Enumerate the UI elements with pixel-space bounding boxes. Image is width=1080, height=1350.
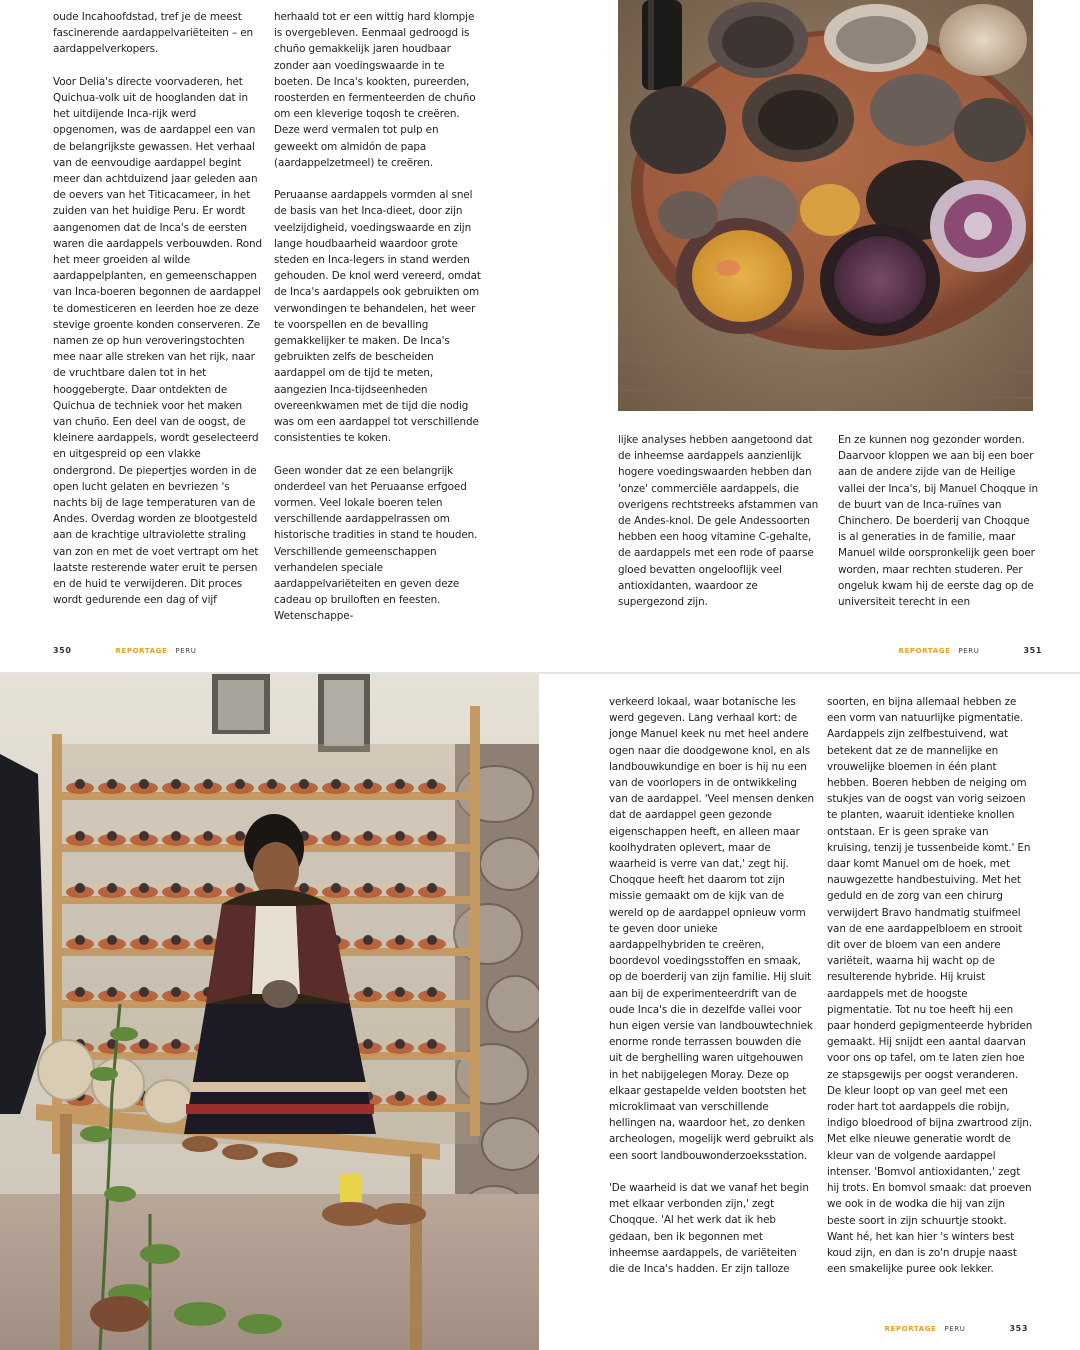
paragraph: Peruaanse aardappels vormden al snel de basis van het Inca-dieet, door zijn veelzijdigheid, voedingswaarde en zijn lange houdbaarheid waardoor grote steden en Inca-legers in stand werden gehouden. De knol werd vereerd, omdat de Inca's aardappels ook gebruikten om verwondingen te behandelen, het weer te voorspellen en de bevalling gemakkelijker te maken. De Inca's gebruikten zelfs de bescheiden aardappel om de tijd te meten, aangezien Inca-tijdseenheden overeenkwamen met de tijd die nodig was om een aardappel tot verschillende consistenties te koken. — [274, 189, 481, 445]
country-label: PERU — [958, 646, 980, 655]
body-column-353-2 — [827, 694, 1033, 1277]
paragraph: soorten, en bijna allemaal hebben ze een vorm van natuurlijke pigmentatie. Aardappels zijn zelfbestuivend, wat betekent dat ze de mannelijke en vrouwelijke bloemen in één plant hebben. Boeren hebben de neiging om stukjes van de oogst van vorig seizoen te planten, waaruit identieke knollen ontstaan. Er is geen sprake van kruising, tenzij je tussenbeide komt.' En daar komt Manuel om de hoek, met nauwgezette handbestuiving. Met het geduld en de zorg van een chirurg verwijdert Bravo handmatig stuifmeel van de ene aardappelbloem en strooit dit over de bloem van een andere variëteit, waarna hij wacht op de resulterende hybride. Hij kruist aardappels met de hoogste pigmentatie. Tot nu toe heeft hij een paar honderd gepigmenteerde hybriden gemaakt. Hij snijdt een aantal daarvan voor ons op tafel, om te laten zien hoe ze stapsgewijs per oogst veranderen. De kleur loopt op van geel met een roder hart tot aardappels die robijn, indigo bloedrood of bijna zwartrood zijn. Met elke nieuwe generatie wordt de kleur van de volgende aardappel intenser. 'Bomvol antioxidanten,' zegt hij trots. En bomvol smaak: dat proeven we ook in de wodka die hij van zijn beste soort in zijn schuurtje stookt. Want hé, het kan hier 's winters best koud zijn, en dan is zo'n drupje naast een smakelijke puree ook lekker. — [827, 696, 1033, 1276]
page-number: 353 — [1009, 1324, 1028, 1333]
paragraph: Voor Delia's directe voorvaderen, het Quichua-volk uit de hooglanden dat in het uitdijende Inca-rijk werd opgenomen, was de aardappel een van de belangrijkste gewassen. Het verhaal van de eenvoudige aardappel begint meer dan achtduizend jaar geleden aan de oevers van het Titicacameer, in het zuiden van het huidige Peru. Er wordt aangenomen dat de Inca's de eersten waren die aardappels verbouwden. Rond het meer groeiden al wilde aardappelplanten, en gemeenschappen van Inca-boeren begonnen de aardappel te domesticeren en leerden hoe ze deze stevige groente konden conserveren. Ze namen ze op hun veroveringstochten mee naar alle streken van het rijk, naar de vruchtbare dalen tot in het hooggebergte. Daar ontdekten de Quichua de techniek voor het maken van chuño. Een deel van de oogst, de kleinere aardappels, wordt geselecteerd en uitgespreid op een vlakke ondergrond. De piepertjes worden in de open lucht gelaten en bevriezen 's nachts bij de lage temperaturen van de Andes. Overdag worden ze blootgesteld aan de krachtige ultraviolette straling van zon en met de voet vertrapt om het laatste resterende water eruit te persen en de huid te verwijderen. Dit proces wordt gedurende een dag of vijf — [53, 75, 262, 607]
body-column-353-1 — [609, 694, 815, 1277]
page-number: 351 — [1023, 646, 1042, 655]
country-label: PERU — [944, 1324, 966, 1333]
body-column-350-2 — [274, 9, 484, 625]
paragraph: lijke analyses hebben aangetoond dat de inheemse aardappels aanzienlijk hogere voedingswaarden hebben dan 'onze' commerciële aardappels, die overigens rechtstreeks afstammen van de Andes-knol. De gele Andessoorten hebben een hoog vitamine C-gehalte, de aardappels met een rode of paarse gloed bevatten ongelooflijk veel antioxidanten, waardoor ze supergezond zijn. — [618, 434, 819, 609]
page-number: 350 — [53, 646, 72, 655]
section-label: REPORTAGE — [898, 646, 951, 655]
folio-350 — [53, 646, 196, 655]
section-label: REPORTAGE — [115, 646, 168, 655]
potato-plate-illustration — [618, 0, 1033, 411]
paragraph: verkeerd lokaal, waar botanische les werd gegeven. Lang verhaal kort: de jonge Manuel keek nu met heel andere ogen naar die doodgewone knol, en als landbouwkundige en boer is hij nu een van de voorlopers in de ontwikkeling van de aardappel. 'Veel mensen denken dat de aardappel geen gezonde eigenschappen heeft, en alleen maar koolhydraten oplevert, maar de waarheid is verre van dat,' zegt hij. Choqque heeft het daarom tot zijn missie gemaakt om de kijk van de wereld op de aardappel opnieuw vorm te geven door unieke aardappelhybriden te creëren, boordevol voedingsstoffen en smaak, op de boerderij van zijn familie. Hij sluit aan bij de experimenteerdrift van de oude Inca's die in dezelfde vallei voor hun eigen versie van landbouwtechniek enorme ronde terrassen bouwden die uit de berghelling waren uitgehouwen in het nabijgelegen Moray. Deze op elkaar gestapelde velden bootsten het microklimaat van verschillende hellingen na, waardoor het, zo denken archeologen, mogelijk werd gebruikt als een soort landbouwonderzoeksstation. — [609, 696, 814, 1162]
spread-352-353 — [0, 674, 1080, 1350]
paragraph: oude Incahoofdstad, tref je de meest fascinerende aardappelvariëteiten – en aardappelverkopers. — [53, 11, 254, 56]
paragraph: En ze kunnen nog gezonder worden. Daarvoor kloppen we aan bij een boer aan de andere zijde van de Heilige vallei der Inca's, bij Manuel Choqque in de buurt van de Inca-ruïnes van Chinchero. De boerderij van Choqque is al generaties in de familie, maar Manuel wilde oorspronkelijk geen boer worden, maar rechten studeren. Per ongeluk kwam hij de eerste dag op de universiteit terecht in een — [838, 434, 1038, 609]
potato-shelves-photo — [0, 674, 539, 1350]
paragraph: 'De waarheid is dat we vanaf het begin met elkaar verbonden zijn,' zegt Choqque. 'Al het werk dat ik heb gedaan, ben ik begonnen met inheemse aardappels, de variëteiten die de Inca's hadden. Er zijn talloze — [609, 1182, 809, 1276]
spread-350-351 — [0, 0, 1080, 672]
potato-plate-photo — [618, 0, 1033, 411]
country-label: PERU — [175, 646, 197, 655]
paragraph: herhaald tot er een wittig hard klompje is overgebleven. Eenmaal gedroogd is chuño gemakkelijk jaren houdbaar zonder aan voedingswaarde in te boeten. De Inca's kookten, pureerden, roosterden en fermenteerden de chuño om een kleverige toqosh te creëren. Deze werd vermalen tot pulp en geweekt om almidón de papa (aardappelzetmeel) te creëren. — [274, 11, 476, 169]
body-column-350-1 — [53, 9, 263, 609]
section-label: REPORTAGE — [884, 1324, 937, 1333]
folio-353 — [885, 1324, 1028, 1333]
body-column-351-2 — [838, 432, 1038, 610]
folio-351 — [899, 646, 1042, 655]
body-column-351-1 — [618, 432, 822, 610]
paragraph: Geen wonder dat ze een belangrijk onderdeel van het Peruaanse erfgoed vormen. Veel lokale boeren telen verschillende aardappelrassen om historische tradities in stand te houden. Verschillende gemeenschappen verhandelen speciale aardappelvariëteiten en geven deze cadeau op bruiloften en feesten. Wetenschappe- — [274, 464, 478, 623]
potato-shelves-illustration — [0, 674, 539, 1350]
